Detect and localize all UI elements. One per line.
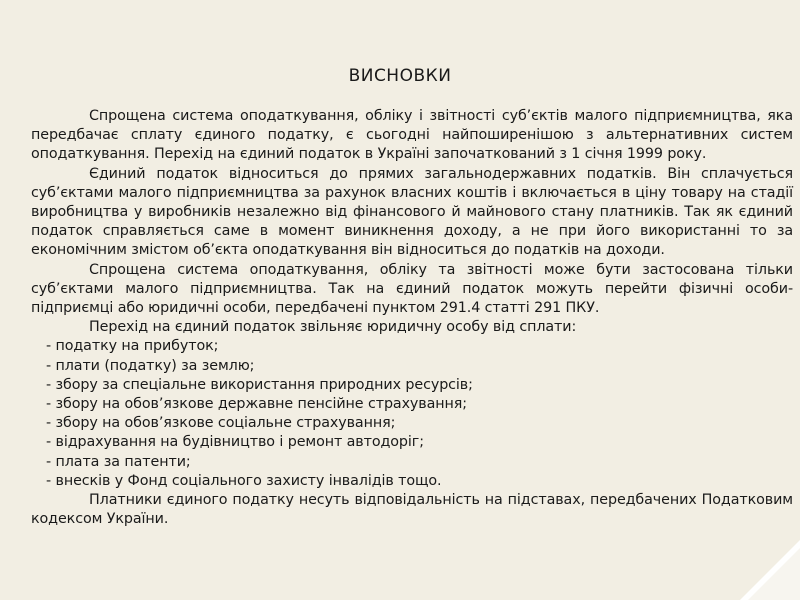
paragraph-liability: Платники єдиного податку несуть відповідальність на підставах, передбачених Податковим кодексом України. bbox=[31, 492, 793, 528]
list-item: - збору на обов’язкове державне пенсійне страхування; bbox=[46, 396, 467, 413]
list-item: - внесків у Фонд соціального захисту інвалідів тощо. bbox=[46, 472, 442, 489]
list-item: - збору за спеціальне використання природних ресурсів; bbox=[46, 376, 473, 393]
paragraph-exemptions-intro: Перехід на єдиний податок звільняє юридичну особу від сплати: bbox=[89, 319, 577, 336]
exemptions-list bbox=[31, 337, 793, 491]
paragraph-single-tax-nature: Єдиний податок відноситься до прямих загальнодержавних податків. Він сплачується суб’єктами малого підприємництва за рахунок власних коштів і включається в ціну товару на стадії виробництва у виробників незалежно від фінансового й майнового стану платників. Так як єдиний податок справляється саме в момент виникнення доходу, а не при його використанні то за економічним змістом об’єкта оподаткування він відноситься до податків на доходи. bbox=[31, 165, 793, 259]
list-item: - плати (податку) за землю; bbox=[46, 357, 255, 374]
slide-title: ВИСНОВКИ bbox=[348, 66, 452, 86]
list-item: - збору на обов’язкове соціальне страхування; bbox=[46, 415, 396, 432]
slide-body bbox=[31, 107, 793, 529]
paragraph-eligibility: Спрощена система оподаткування, обліку та звітності може бути застосована тільки суб’єктами малого підприємництва. Так на єдиний податок можуть перейти фізичні особи-підприємці або юридичні особи, передбачені пунктом 291.4 статті 291 ПКУ. bbox=[31, 261, 793, 317]
list-item: - плата за патенти; bbox=[46, 453, 191, 470]
list-item: - податку на прибуток; bbox=[46, 338, 219, 355]
page-curl-decoration bbox=[740, 540, 800, 600]
paragraph-simplified-system: Спрощена система оподаткування, обліку і звітності суб’єктів малого підприємництва, яка передбачає сплату єдиного податку, є сьогодні найпоширенішою з альтернативних систем оподаткування. Перехід на єдиний податок в Україні започаткований з 1 січня 1999 року. bbox=[31, 108, 793, 163]
list-item: - відрахування на будівництво і ремонт автодоріг; bbox=[46, 434, 424, 451]
